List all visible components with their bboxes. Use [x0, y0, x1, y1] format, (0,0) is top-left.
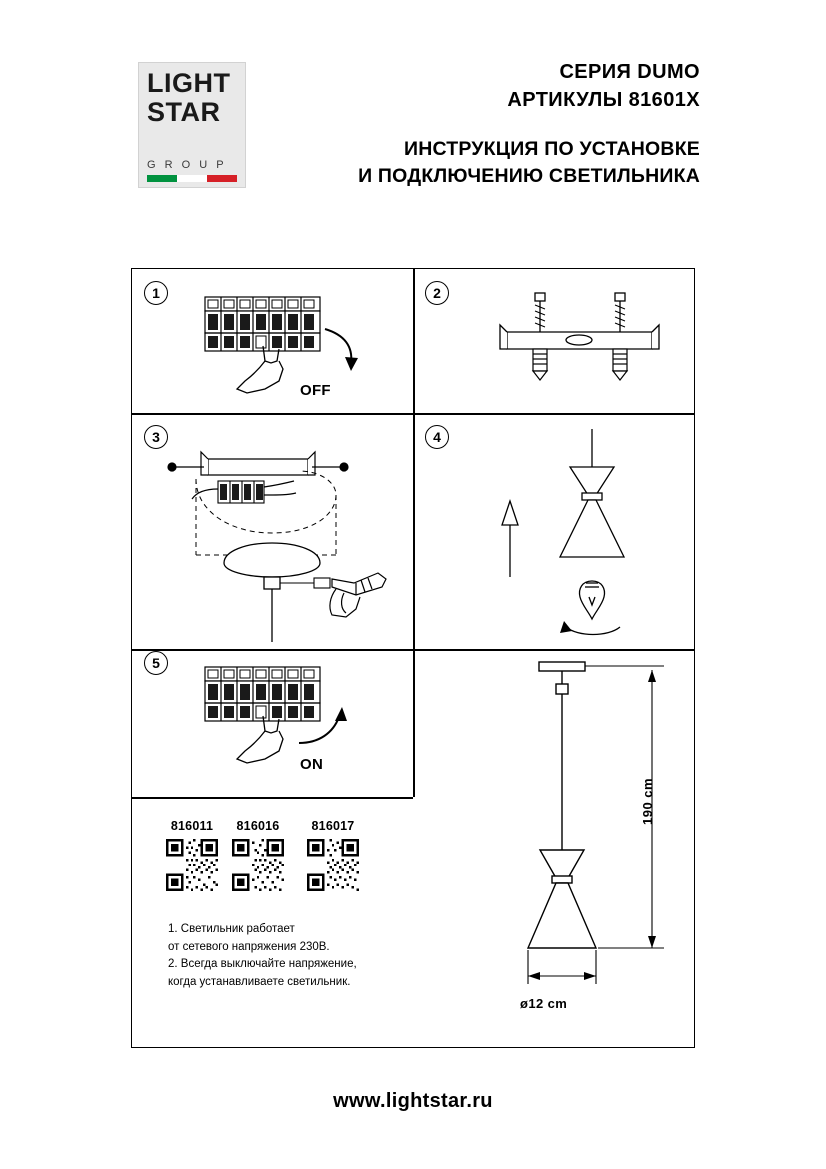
dimension-drawing	[432, 654, 692, 1014]
step-1-illustration	[187, 289, 407, 404]
step-number-1: 1	[144, 281, 168, 305]
note-line-3: 2. Всегда выключайте напряжение,	[168, 958, 357, 970]
qr-code-image	[307, 839, 359, 891]
divider-horizontal-2	[132, 649, 694, 651]
document-title-line-1: ИНСТРУКЦИЯ ПО УСТАНОВКЕ	[403, 138, 700, 160]
header-text-block	[280, 58, 700, 190]
note-line-2: от сетевого напряжения 230В.	[168, 940, 330, 953]
logo	[138, 62, 246, 188]
qr-code-label: 816017	[311, 819, 355, 833]
height-dimension-label: 190 cm	[640, 777, 655, 825]
footer-website[interactable]: www.lightstar.ru	[333, 1090, 493, 1112]
step-number-2: 2	[425, 281, 449, 305]
divider-horizontal-3	[132, 797, 413, 799]
qr-code-label: 816016	[236, 819, 280, 833]
diameter-dimension-label: ø12 cm	[520, 996, 568, 1011]
instruction-frame	[131, 268, 695, 1048]
italy-flag-icon	[147, 175, 237, 182]
document-title	[280, 136, 700, 190]
logo-text	[139, 69, 245, 127]
step-5-label: ON	[300, 756, 324, 773]
qr-code-image	[232, 839, 284, 891]
qr-item	[228, 819, 288, 891]
page-header	[0, 0, 826, 230]
qr-code-image	[166, 839, 218, 891]
logo-line-1: LIGHT	[147, 68, 231, 98]
qr-item	[303, 819, 363, 891]
step-4-illustration	[452, 429, 692, 644]
article-numbers: АРТИКУЛЫ 81601X	[507, 89, 700, 111]
step-2-illustration	[472, 287, 682, 397]
divider-vertical	[413, 269, 415, 797]
note-line-1: 1. Светильник работает	[168, 923, 295, 935]
qr-item	[162, 819, 222, 891]
step-number-5: 5	[144, 651, 168, 675]
series-name: СЕРИЯ DUMO	[559, 61, 700, 83]
step-number-4: 4	[425, 425, 449, 449]
logo-line-2: STAR	[147, 97, 221, 127]
safety-notes	[168, 921, 398, 991]
divider-horizontal-1	[132, 413, 694, 415]
step-3-illustration	[160, 437, 410, 642]
step-1-label: OFF	[300, 382, 331, 399]
logo-subtitle: G R O U P	[147, 159, 227, 171]
qr-code-label: 816011	[170, 819, 214, 833]
qr-code-row	[162, 819, 402, 909]
document-title-line-2: И ПОДКЛЮЧЕНИЮ СВЕТИЛЬНИКА	[358, 165, 700, 187]
step-number-3: 3	[144, 425, 168, 449]
step-5-illustration	[187, 659, 407, 774]
note-line-4: когда устанавливаете светильник.	[168, 975, 351, 988]
